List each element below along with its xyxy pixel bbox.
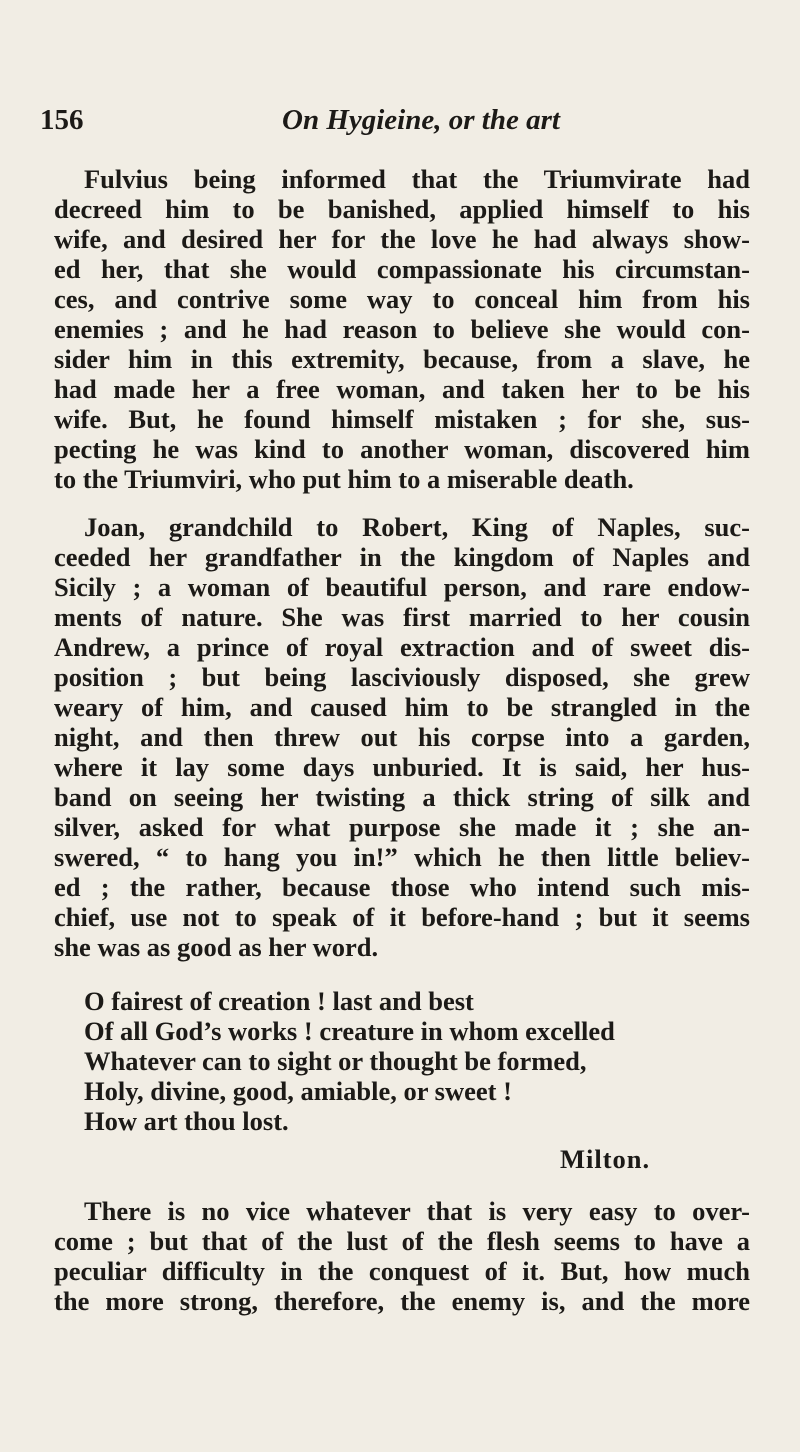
text-line: wife, and desired her for the love he had always show-	[54, 224, 750, 254]
text-line: ceeded her grandfather in the kingdom of Naples and	[54, 542, 750, 572]
text-line: Joan, grandchild to Robert, King of Naples, suc-	[84, 512, 750, 542]
text-line: weary of him, and caused him to be strangled in the	[54, 692, 750, 722]
text-line: she was as good as her word.	[54, 932, 379, 962]
verse-attribution: Milton.	[560, 1144, 651, 1174]
running-title: On Hygieine, or the art	[282, 104, 560, 136]
text-line: the more strong, therefore, the enemy is, and the more	[54, 1286, 750, 1316]
text-line: night, and then threw out his corpse into a garden,	[54, 722, 750, 752]
text-line: ments of nature. She was first married to her cousin	[54, 602, 750, 632]
text-line: Andrew, a prince of royal extraction and of sweet dis-	[54, 632, 750, 662]
text-line: decreed him to be banished, applied himself to his	[54, 194, 750, 224]
verse-line: Holy, divine, good, amiable, or sweet !	[84, 1076, 512, 1106]
text-line: ces, and contrive some way to conceal him from his	[54, 284, 750, 314]
text-line: Sicily ; a woman of beautiful person, and rare endow-	[54, 572, 750, 602]
text-line: come ; but that of the lust of the flesh seems to have a	[54, 1226, 750, 1256]
text-line: chief, use not to speak of it before-hand ; but it seems	[54, 902, 750, 932]
verse-line: O fairest of creation ! last and best	[84, 986, 474, 1016]
page-number: 156	[40, 104, 84, 136]
verse-line: Of all God’s works ! creature in whom excelled	[84, 1016, 615, 1046]
text-line: silver, asked for what purpose she made it ; she an-	[54, 812, 750, 842]
text-line: had made her a free woman, and taken her to be his	[54, 374, 750, 404]
text-line: wife. But, he found himself mistaken ; for she, sus-	[54, 404, 750, 434]
page-header	[0, 104, 800, 144]
text-line: peculiar difficulty in the conquest of it. But, how much	[54, 1256, 750, 1286]
text-line: where it lay some days unburied. It is said, her hus-	[54, 752, 750, 782]
text-line: enemies ; and he had reason to believe she would con-	[54, 314, 750, 344]
text-line: There is no vice whatever that is very easy to over-	[84, 1196, 750, 1226]
text-line: sider him in this extremity, because, from a slave, he	[54, 344, 750, 374]
text-line: to the Triumviri, who put him to a miserable death.	[54, 464, 634, 494]
text-line: ed her, that she would compassionate his circumstan-	[54, 254, 750, 284]
text-line: pecting he was kind to another woman, discovered him	[54, 434, 750, 464]
text-line: swered, “ to hang you in!” which he then little believ-	[54, 842, 750, 872]
text-line: position ; but being lasciviously disposed, she grew	[54, 662, 750, 692]
verse-line: How art thou lost.	[84, 1106, 289, 1136]
text-line: ed ; the rather, because those who intend such mis-	[54, 872, 750, 902]
text-line: band on seeing her twisting a thick string of silk and	[54, 782, 750, 812]
text-line: Fulvius being informed that the Triumvirate had	[84, 164, 750, 194]
verse-line: Whatever can to sight or thought be formed,	[84, 1046, 587, 1076]
